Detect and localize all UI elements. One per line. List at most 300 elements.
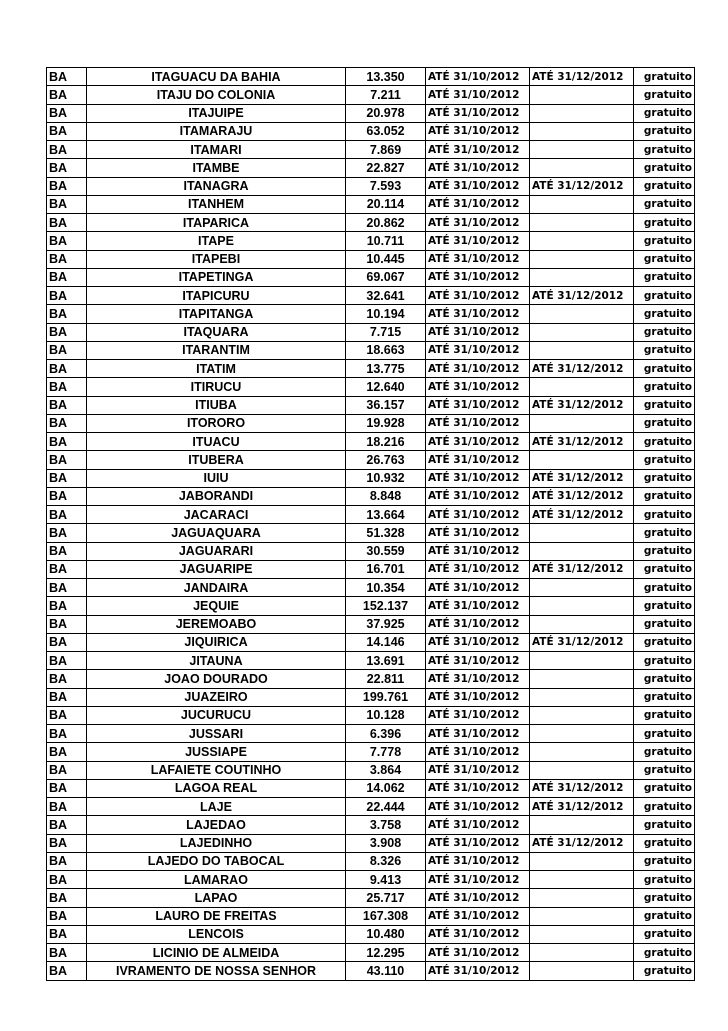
- population-cell: 8.326: [346, 852, 426, 870]
- fee-cell: gratuito: [634, 232, 695, 250]
- deadline-2-cell: [530, 305, 634, 323]
- deadline-2-cell: [530, 159, 634, 177]
- deadline-1-cell: ATÉ 31/10/2012: [426, 889, 530, 907]
- deadline-1-cell: ATÉ 31/10/2012: [426, 451, 530, 469]
- table-row: [47, 670, 695, 688]
- fee-cell: gratuito: [634, 195, 695, 213]
- deadline-2-cell: [530, 122, 634, 140]
- table-row: [47, 524, 695, 542]
- deadline-2-cell: [530, 743, 634, 761]
- deadline-2-cell: ATÉ 31/12/2012: [530, 779, 634, 797]
- table-row: [47, 597, 695, 615]
- deadline-2-cell: [530, 962, 634, 980]
- population-cell: 7.593: [346, 177, 426, 195]
- table-row: [47, 506, 695, 524]
- state-cell: BA: [47, 871, 87, 889]
- state-cell: BA: [47, 615, 87, 633]
- population-cell: 14.146: [346, 633, 426, 651]
- population-cell: 43.110: [346, 962, 426, 980]
- city-cell: LAPAO: [87, 889, 346, 907]
- deadline-1-cell: ATÉ 31/10/2012: [426, 287, 530, 305]
- state-cell: BA: [47, 597, 87, 615]
- population-cell: 26.763: [346, 451, 426, 469]
- city-cell: ITARANTIM: [87, 341, 346, 359]
- population-cell: 20.862: [346, 214, 426, 232]
- state-cell: BA: [47, 798, 87, 816]
- deadline-2-cell: [530, 195, 634, 213]
- table-row: [47, 560, 695, 578]
- deadline-1-cell: ATÉ 31/10/2012: [426, 232, 530, 250]
- state-cell: BA: [47, 670, 87, 688]
- table-row: [47, 177, 695, 195]
- deadline-2-cell: ATÉ 31/12/2012: [530, 433, 634, 451]
- fee-cell: gratuito: [634, 706, 695, 724]
- population-cell: 36.157: [346, 396, 426, 414]
- deadline-2-cell: [530, 104, 634, 122]
- deadline-2-cell: ATÉ 31/12/2012: [530, 487, 634, 505]
- city-cell: LAJEDINHO: [87, 834, 346, 852]
- table-row: [47, 433, 695, 451]
- deadline-2-cell: [530, 214, 634, 232]
- table-row: [47, 633, 695, 651]
- state-cell: BA: [47, 944, 87, 962]
- state-cell: BA: [47, 122, 87, 140]
- deadline-2-cell: [530, 871, 634, 889]
- city-cell: LAURO DE FREITAS: [87, 907, 346, 925]
- deadline-1-cell: ATÉ 31/10/2012: [426, 962, 530, 980]
- fee-cell: gratuito: [634, 414, 695, 432]
- city-cell: LAJEDAO: [87, 816, 346, 834]
- population-cell: 10.354: [346, 579, 426, 597]
- state-cell: BA: [47, 761, 87, 779]
- fee-cell: gratuito: [634, 159, 695, 177]
- city-cell: JEREMOABO: [87, 615, 346, 633]
- deadline-1-cell: ATÉ 31/10/2012: [426, 871, 530, 889]
- deadline-1-cell: ATÉ 31/10/2012: [426, 122, 530, 140]
- population-cell: 63.052: [346, 122, 426, 140]
- deadline-2-cell: ATÉ 31/12/2012: [530, 469, 634, 487]
- city-cell: LENCOIS: [87, 925, 346, 943]
- state-cell: BA: [47, 524, 87, 542]
- fee-cell: gratuito: [634, 177, 695, 195]
- table-row: [47, 195, 695, 213]
- deadline-1-cell: ATÉ 31/10/2012: [426, 86, 530, 104]
- population-cell: 30.559: [346, 542, 426, 560]
- population-cell: 3.758: [346, 816, 426, 834]
- table-row: [47, 104, 695, 122]
- city-cell: JITAUNA: [87, 652, 346, 670]
- deadline-2-cell: [530, 141, 634, 159]
- city-cell: JACARACI: [87, 506, 346, 524]
- fee-cell: gratuito: [634, 834, 695, 852]
- fee-cell: gratuito: [634, 652, 695, 670]
- state-cell: BA: [47, 414, 87, 432]
- fee-cell: gratuito: [634, 579, 695, 597]
- city-cell: LAMARAO: [87, 871, 346, 889]
- city-cell: LAFAIETE COUTINHO: [87, 761, 346, 779]
- deadline-2-cell: [530, 852, 634, 870]
- fee-cell: gratuito: [634, 378, 695, 396]
- deadline-1-cell: ATÉ 31/10/2012: [426, 743, 530, 761]
- deadline-2-cell: [530, 341, 634, 359]
- city-cell: JUSSARI: [87, 725, 346, 743]
- deadline-1-cell: ATÉ 31/10/2012: [426, 104, 530, 122]
- deadline-2-cell: [530, 597, 634, 615]
- table-row: [47, 250, 695, 268]
- state-cell: BA: [47, 323, 87, 341]
- fee-cell: gratuito: [634, 743, 695, 761]
- fee-cell: gratuito: [634, 798, 695, 816]
- fee-cell: gratuito: [634, 268, 695, 286]
- deadline-1-cell: ATÉ 31/10/2012: [426, 907, 530, 925]
- table-row: [47, 141, 695, 159]
- population-cell: 13.350: [346, 68, 426, 86]
- deadline-1-cell: ATÉ 31/10/2012: [426, 524, 530, 542]
- city-cell: LAJEDO DO TABOCAL: [87, 852, 346, 870]
- city-cell: ITAPE: [87, 232, 346, 250]
- fee-cell: gratuito: [634, 779, 695, 797]
- deadline-1-cell: ATÉ 31/10/2012: [426, 396, 530, 414]
- table-row: [47, 396, 695, 414]
- deadline-1-cell: ATÉ 31/10/2012: [426, 615, 530, 633]
- city-cell: ITAJUIPE: [87, 104, 346, 122]
- population-cell: 199.761: [346, 688, 426, 706]
- deadline-1-cell: ATÉ 31/10/2012: [426, 560, 530, 578]
- table-row: [47, 68, 695, 86]
- city-cell: ITAMARAJU: [87, 122, 346, 140]
- deadline-1-cell: ATÉ 31/10/2012: [426, 706, 530, 724]
- fee-cell: gratuito: [634, 305, 695, 323]
- deadline-2-cell: [530, 944, 634, 962]
- population-cell: 10.480: [346, 925, 426, 943]
- deadline-2-cell: ATÉ 31/12/2012: [530, 396, 634, 414]
- deadline-1-cell: ATÉ 31/10/2012: [426, 633, 530, 651]
- state-cell: BA: [47, 506, 87, 524]
- state-cell: BA: [47, 378, 87, 396]
- table-row: [47, 871, 695, 889]
- population-cell: 51.328: [346, 524, 426, 542]
- state-cell: BA: [47, 725, 87, 743]
- deadline-2-cell: ATÉ 31/12/2012: [530, 68, 634, 86]
- city-cell: ITAQUARA: [87, 323, 346, 341]
- state-cell: BA: [47, 433, 87, 451]
- deadline-2-cell: ATÉ 31/12/2012: [530, 287, 634, 305]
- deadline-1-cell: ATÉ 31/10/2012: [426, 670, 530, 688]
- city-cell: ITAPEBI: [87, 250, 346, 268]
- table-row: [47, 360, 695, 378]
- population-cell: 69.067: [346, 268, 426, 286]
- deadline-2-cell: [530, 268, 634, 286]
- deadline-1-cell: ATÉ 31/10/2012: [426, 652, 530, 670]
- city-cell: JAGUARARI: [87, 542, 346, 560]
- fee-cell: gratuito: [634, 889, 695, 907]
- population-cell: 18.216: [346, 433, 426, 451]
- deadline-1-cell: ATÉ 31/10/2012: [426, 816, 530, 834]
- table-row: [47, 816, 695, 834]
- fee-cell: gratuito: [634, 214, 695, 232]
- fee-cell: gratuito: [634, 323, 695, 341]
- table-row: [47, 86, 695, 104]
- deadline-1-cell: ATÉ 31/10/2012: [426, 159, 530, 177]
- population-cell: 18.663: [346, 341, 426, 359]
- deadline-1-cell: ATÉ 31/10/2012: [426, 305, 530, 323]
- deadline-2-cell: [530, 761, 634, 779]
- table-row: [47, 214, 695, 232]
- population-cell: 25.717: [346, 889, 426, 907]
- deadline-2-cell: ATÉ 31/12/2012: [530, 834, 634, 852]
- table-row: [47, 341, 695, 359]
- table-row: [47, 889, 695, 907]
- state-cell: BA: [47, 633, 87, 651]
- deadline-2-cell: ATÉ 31/12/2012: [530, 177, 634, 195]
- population-cell: 19.928: [346, 414, 426, 432]
- population-cell: 167.308: [346, 907, 426, 925]
- population-cell: 22.444: [346, 798, 426, 816]
- city-cell: JANDAIRA: [87, 579, 346, 597]
- state-cell: BA: [47, 214, 87, 232]
- table-row: [47, 378, 695, 396]
- deadline-2-cell: ATÉ 31/12/2012: [530, 506, 634, 524]
- fee-cell: gratuito: [634, 925, 695, 943]
- table-row: [47, 798, 695, 816]
- state-cell: BA: [47, 542, 87, 560]
- state-cell: BA: [47, 852, 87, 870]
- deadline-2-cell: ATÉ 31/12/2012: [530, 560, 634, 578]
- deadline-1-cell: ATÉ 31/10/2012: [426, 268, 530, 286]
- fee-cell: gratuito: [634, 396, 695, 414]
- deadline-2-cell: [530, 323, 634, 341]
- population-cell: 10.445: [346, 250, 426, 268]
- city-cell: JIQUIRICA: [87, 633, 346, 651]
- state-cell: BA: [47, 816, 87, 834]
- city-cell: IVRAMENTO DE NOSSA SENHOR: [87, 962, 346, 980]
- deadline-1-cell: ATÉ 31/10/2012: [426, 725, 530, 743]
- table-row: [47, 652, 695, 670]
- state-cell: BA: [47, 305, 87, 323]
- fee-cell: gratuito: [634, 542, 695, 560]
- fee-cell: gratuito: [634, 86, 695, 104]
- population-cell: 37.925: [346, 615, 426, 633]
- population-cell: 20.978: [346, 104, 426, 122]
- city-cell: ITORORO: [87, 414, 346, 432]
- table-row: [47, 615, 695, 633]
- deadline-1-cell: ATÉ 31/10/2012: [426, 177, 530, 195]
- population-cell: 3.864: [346, 761, 426, 779]
- state-cell: BA: [47, 487, 87, 505]
- population-cell: 7.778: [346, 743, 426, 761]
- city-cell: JAGUARIPE: [87, 560, 346, 578]
- state-cell: BA: [47, 560, 87, 578]
- deadline-1-cell: ATÉ 31/10/2012: [426, 506, 530, 524]
- population-cell: 14.062: [346, 779, 426, 797]
- city-cell: JABORANDI: [87, 487, 346, 505]
- city-cell: JUCURUCU: [87, 706, 346, 724]
- fee-cell: gratuito: [634, 122, 695, 140]
- fee-cell: gratuito: [634, 871, 695, 889]
- table-row: [47, 323, 695, 341]
- population-cell: 16.701: [346, 560, 426, 578]
- deadline-1-cell: ATÉ 31/10/2012: [426, 779, 530, 797]
- municipality-table: [46, 67, 695, 981]
- deadline-2-cell: [530, 816, 634, 834]
- state-cell: BA: [47, 159, 87, 177]
- population-cell: 22.827: [346, 159, 426, 177]
- city-cell: LICINIO DE ALMEIDA: [87, 944, 346, 962]
- population-cell: 12.640: [346, 378, 426, 396]
- city-cell: JOAO DOURADO: [87, 670, 346, 688]
- deadline-2-cell: [530, 86, 634, 104]
- state-cell: BA: [47, 889, 87, 907]
- table-row: [47, 743, 695, 761]
- table-row: [47, 268, 695, 286]
- table-row: [47, 414, 695, 432]
- deadline-2-cell: [530, 688, 634, 706]
- population-cell: 10.932: [346, 469, 426, 487]
- deadline-2-cell: [530, 907, 634, 925]
- table-row: [47, 925, 695, 943]
- deadline-2-cell: ATÉ 31/12/2012: [530, 633, 634, 651]
- table-row: [47, 834, 695, 852]
- state-cell: BA: [47, 743, 87, 761]
- table-row: [47, 907, 695, 925]
- deadline-1-cell: ATÉ 31/10/2012: [426, 944, 530, 962]
- city-cell: ITAMARI: [87, 141, 346, 159]
- city-cell: JUSSIAPE: [87, 743, 346, 761]
- city-cell: ITAMBE: [87, 159, 346, 177]
- city-cell: ITAPITANGA: [87, 305, 346, 323]
- deadline-1-cell: ATÉ 31/10/2012: [426, 542, 530, 560]
- table-row: [47, 122, 695, 140]
- deadline-2-cell: [530, 250, 634, 268]
- deadline-1-cell: ATÉ 31/10/2012: [426, 761, 530, 779]
- state-cell: BA: [47, 86, 87, 104]
- table-row: [47, 761, 695, 779]
- city-cell: ITAJU DO COLONIA: [87, 86, 346, 104]
- fee-cell: gratuito: [634, 433, 695, 451]
- population-cell: 10.128: [346, 706, 426, 724]
- deadline-1-cell: ATÉ 31/10/2012: [426, 798, 530, 816]
- fee-cell: gratuito: [634, 670, 695, 688]
- population-cell: 3.908: [346, 834, 426, 852]
- deadline-1-cell: ATÉ 31/10/2012: [426, 341, 530, 359]
- deadline-1-cell: ATÉ 31/10/2012: [426, 469, 530, 487]
- deadline-2-cell: [530, 378, 634, 396]
- fee-cell: gratuito: [634, 615, 695, 633]
- city-cell: ITATIM: [87, 360, 346, 378]
- deadline-2-cell: [530, 524, 634, 542]
- population-cell: 8.848: [346, 487, 426, 505]
- fee-cell: gratuito: [634, 560, 695, 578]
- population-cell: 10.711: [346, 232, 426, 250]
- table-row: [47, 451, 695, 469]
- state-cell: BA: [47, 68, 87, 86]
- deadline-1-cell: ATÉ 31/10/2012: [426, 360, 530, 378]
- population-cell: 7.869: [346, 141, 426, 159]
- deadline-2-cell: [530, 542, 634, 560]
- city-cell: ITANAGRA: [87, 177, 346, 195]
- deadline-1-cell: ATÉ 31/10/2012: [426, 250, 530, 268]
- fee-cell: gratuito: [634, 725, 695, 743]
- deadline-1-cell: ATÉ 31/10/2012: [426, 214, 530, 232]
- state-cell: BA: [47, 250, 87, 268]
- population-cell: 13.664: [346, 506, 426, 524]
- fee-cell: gratuito: [634, 287, 695, 305]
- state-cell: BA: [47, 688, 87, 706]
- city-cell: ITIRUCU: [87, 378, 346, 396]
- state-cell: BA: [47, 652, 87, 670]
- deadline-1-cell: ATÉ 31/10/2012: [426, 141, 530, 159]
- state-cell: BA: [47, 579, 87, 597]
- state-cell: BA: [47, 779, 87, 797]
- deadline-2-cell: ATÉ 31/12/2012: [530, 360, 634, 378]
- deadline-2-cell: [530, 925, 634, 943]
- fee-cell: gratuito: [634, 141, 695, 159]
- population-cell: 10.194: [346, 305, 426, 323]
- fee-cell: gratuito: [634, 104, 695, 122]
- state-cell: BA: [47, 962, 87, 980]
- city-cell: ITAGUACU DA BAHIA: [87, 68, 346, 86]
- city-cell: ITUACU: [87, 433, 346, 451]
- fee-cell: gratuito: [634, 469, 695, 487]
- state-cell: BA: [47, 469, 87, 487]
- city-cell: JAGUAQUARA: [87, 524, 346, 542]
- deadline-1-cell: ATÉ 31/10/2012: [426, 852, 530, 870]
- fee-cell: gratuito: [634, 250, 695, 268]
- population-cell: 9.413: [346, 871, 426, 889]
- deadline-1-cell: ATÉ 31/10/2012: [426, 195, 530, 213]
- table-row: [47, 469, 695, 487]
- fee-cell: gratuito: [634, 907, 695, 925]
- deadline-1-cell: ATÉ 31/10/2012: [426, 688, 530, 706]
- fee-cell: gratuito: [634, 944, 695, 962]
- table-row: [47, 944, 695, 962]
- city-cell: JUAZEIRO: [87, 688, 346, 706]
- state-cell: BA: [47, 925, 87, 943]
- deadline-2-cell: ATÉ 31/12/2012: [530, 798, 634, 816]
- deadline-2-cell: [530, 579, 634, 597]
- deadline-1-cell: ATÉ 31/10/2012: [426, 323, 530, 341]
- city-cell: ITAPICURU: [87, 287, 346, 305]
- deadline-1-cell: ATÉ 31/10/2012: [426, 487, 530, 505]
- fee-cell: gratuito: [634, 451, 695, 469]
- population-cell: 22.811: [346, 670, 426, 688]
- table-row: [47, 706, 695, 724]
- deadline-2-cell: [530, 706, 634, 724]
- state-cell: BA: [47, 907, 87, 925]
- state-cell: BA: [47, 341, 87, 359]
- population-cell: 7.715: [346, 323, 426, 341]
- fee-cell: gratuito: [634, 633, 695, 651]
- state-cell: BA: [47, 232, 87, 250]
- deadline-1-cell: ATÉ 31/10/2012: [426, 579, 530, 597]
- city-cell: ITIUBA: [87, 396, 346, 414]
- state-cell: BA: [47, 360, 87, 378]
- fee-cell: gratuito: [634, 524, 695, 542]
- fee-cell: gratuito: [634, 597, 695, 615]
- city-cell: ITAPETINGA: [87, 268, 346, 286]
- city-cell: ITUBERA: [87, 451, 346, 469]
- city-cell: LAJE: [87, 798, 346, 816]
- deadline-1-cell: ATÉ 31/10/2012: [426, 414, 530, 432]
- deadline-2-cell: [530, 652, 634, 670]
- table-body: [47, 68, 695, 981]
- table-row: [47, 725, 695, 743]
- deadline-2-cell: [530, 670, 634, 688]
- table-row: [47, 579, 695, 597]
- population-cell: 7.211: [346, 86, 426, 104]
- state-cell: BA: [47, 177, 87, 195]
- state-cell: BA: [47, 141, 87, 159]
